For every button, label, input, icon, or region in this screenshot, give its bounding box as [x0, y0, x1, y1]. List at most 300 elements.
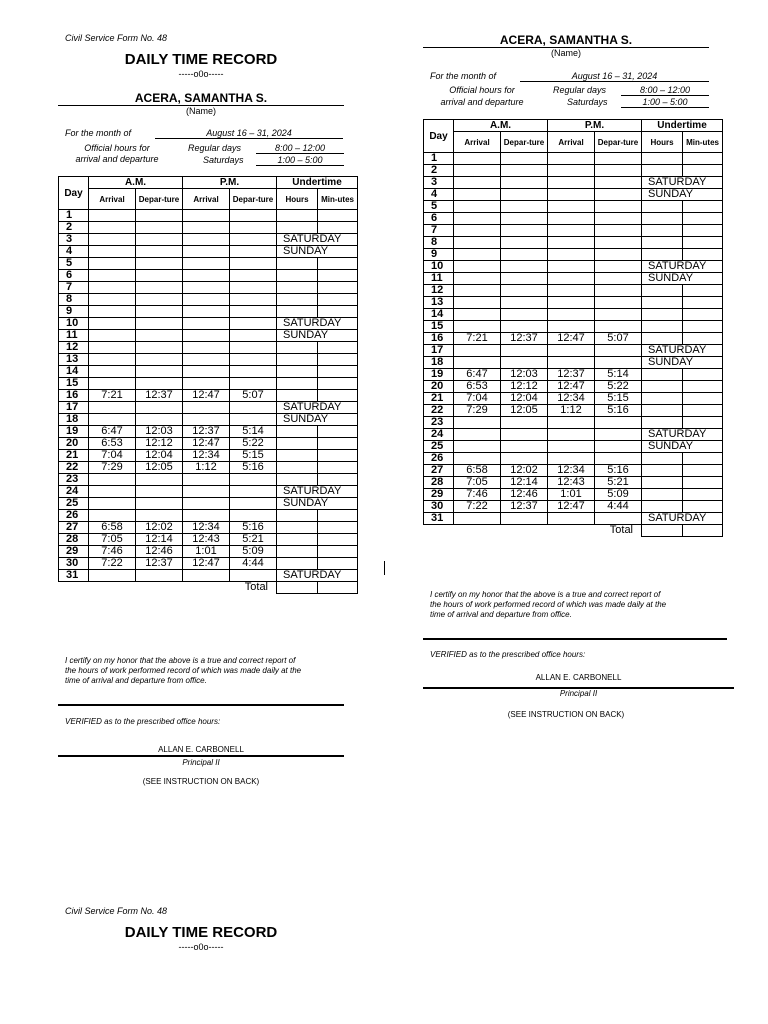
- am-departure-cell: [136, 246, 183, 258]
- month-value: August 16 – 31, 2024: [520, 71, 709, 82]
- undertime-hours-cell: [277, 438, 318, 450]
- am-departure-cell: 12:12: [136, 438, 183, 450]
- table-row: [59, 258, 358, 270]
- am-departure-cell: 12:05: [501, 405, 548, 417]
- am-departure-cell: 12:37: [136, 558, 183, 570]
- table-row: [424, 309, 723, 321]
- am-departure-cell: [501, 177, 548, 189]
- undertime-hours-cell: [642, 405, 683, 417]
- undertime-header: Undertime: [642, 120, 723, 132]
- am-departure-cell: 12:14: [136, 534, 183, 546]
- undertime-note-cell: SATURDAY: [642, 345, 723, 357]
- table-row: [59, 318, 358, 330]
- form-title: DAILY TIME RECORD: [124, 51, 278, 68]
- pm-arrival-cell: [548, 357, 595, 369]
- undertime-minutes-cell: [683, 453, 723, 465]
- undertime-hours-cell: [277, 210, 318, 222]
- am-arrival-cell: [454, 417, 501, 429]
- undertime-minutes-cell: [683, 477, 723, 489]
- day-cell: 8: [424, 237, 454, 249]
- table-row: [59, 246, 358, 258]
- undertime-minutes-cell: [318, 378, 358, 390]
- pm-arrival-cell: [183, 222, 230, 234]
- table-row: [59, 390, 358, 402]
- undertime-note-cell: SATURDAY: [642, 513, 723, 525]
- table-row: [59, 270, 358, 282]
- pm-arrival-cell: [548, 189, 595, 201]
- undertime-minutes-cell: [683, 417, 723, 429]
- am-arrival-cell: [454, 429, 501, 441]
- table-row: [424, 297, 723, 309]
- day-cell: 6: [424, 213, 454, 225]
- am-departure-cell: [501, 201, 548, 213]
- principal-name: ALLAN E. CARBONELL: [535, 673, 622, 682]
- undertime-hours-cell: [642, 201, 683, 213]
- am-departure-cell: [136, 414, 183, 426]
- month-label: For the month of: [430, 71, 497, 81]
- pm-header: P.M.: [548, 120, 642, 132]
- am-arrival-cell: [89, 414, 136, 426]
- pm-departure-cell: [230, 402, 277, 414]
- am-departure-cell: 12:14: [501, 477, 548, 489]
- pm-arrival-cell: [548, 201, 595, 213]
- pm-departure-cell: [230, 318, 277, 330]
- am-departure-cell: 12:05: [136, 462, 183, 474]
- am-departure-cell: [501, 429, 548, 441]
- table-row: [59, 474, 358, 486]
- table-row: [59, 522, 358, 534]
- undertime-hours-cell: [642, 501, 683, 513]
- am-arrival-cell: [454, 297, 501, 309]
- pm-arrival-cell: [183, 246, 230, 258]
- am-arrival-cell: 6:47: [454, 369, 501, 381]
- time-record-table: [423, 119, 723, 537]
- undertime-hours-cell: [642, 477, 683, 489]
- am-arrival-cell: 7:22: [89, 558, 136, 570]
- table-row: [424, 477, 723, 489]
- pm-departure-cell: [595, 513, 642, 525]
- am-arrival-cell: 7:05: [454, 477, 501, 489]
- am-arrival-cell: 7:04: [89, 450, 136, 462]
- undertime-minutes-cell: [683, 393, 723, 405]
- total-minutes: [683, 525, 723, 537]
- undertime-hours-cell: [277, 558, 318, 570]
- am-departure-cell: [501, 153, 548, 165]
- pm-departure-cell: [230, 222, 277, 234]
- day-cell: 17: [424, 345, 454, 357]
- table-row: [59, 378, 358, 390]
- pm-departure-cell: [230, 282, 277, 294]
- pm-departure-cell: [230, 330, 277, 342]
- am-arrival-cell: [89, 402, 136, 414]
- undertime-minutes-cell: [318, 366, 358, 378]
- pm-departure-header: Depar-ture: [595, 132, 642, 153]
- undertime-note-cell: SATURDAY: [277, 318, 358, 330]
- month-value: August 16 – 31, 2024: [155, 128, 343, 139]
- am-departure-cell: 12:03: [136, 426, 183, 438]
- table-row: [424, 513, 723, 525]
- undertime-hours-cell: [642, 165, 683, 177]
- table-row: [424, 429, 723, 441]
- am-departure-cell: [136, 294, 183, 306]
- am-departure-cell: [501, 357, 548, 369]
- pm-arrival-cell: [183, 318, 230, 330]
- table-row: [424, 261, 723, 273]
- pm-departure-cell: [230, 378, 277, 390]
- undertime-hours-cell: [277, 258, 318, 270]
- saturdays-value: 1:00 – 5:00: [621, 97, 709, 108]
- day-cell: 18: [424, 357, 454, 369]
- pm-departure-cell: [230, 474, 277, 486]
- am-departure-cell: 12:37: [501, 333, 548, 345]
- am-departure-cell: [136, 354, 183, 366]
- day-cell: 19: [59, 426, 89, 438]
- total-hours: [642, 525, 683, 537]
- pm-departure-cell: [595, 417, 642, 429]
- day-cell: 10: [59, 318, 89, 330]
- day-header: Day: [424, 120, 454, 153]
- day-cell: 5: [424, 201, 454, 213]
- am-arrival-cell: [89, 330, 136, 342]
- day-cell: 30: [424, 501, 454, 513]
- pm-arrival-cell: [183, 234, 230, 246]
- am-departure-cell: [501, 321, 548, 333]
- am-arrival-cell: 7:29: [89, 462, 136, 474]
- undertime-note-cell: SUNDAY: [642, 357, 723, 369]
- am-arrival-cell: [89, 366, 136, 378]
- am-departure-cell: [501, 189, 548, 201]
- title-separator: -----o0o-----: [178, 942, 224, 952]
- am-departure-cell: [501, 513, 548, 525]
- am-arrival-cell: 7:05: [89, 534, 136, 546]
- month-label: For the month of: [65, 128, 132, 138]
- pm-arrival-cell: [183, 402, 230, 414]
- day-cell: 27: [59, 522, 89, 534]
- am-arrival-cell: 6:53: [454, 381, 501, 393]
- am-departure-cell: 12:37: [136, 390, 183, 402]
- certification-line-3: time of arrival and departure from office.: [430, 610, 572, 619]
- am-departure-cell: [501, 273, 548, 285]
- undertime-minutes-cell: [683, 201, 723, 213]
- am-departure-cell: [501, 285, 548, 297]
- undertime-minutes-cell: [683, 321, 723, 333]
- pm-arrival-cell: 12:34: [548, 393, 595, 405]
- am-departure-cell: [136, 318, 183, 330]
- day-cell: 15: [424, 321, 454, 333]
- pm-departure-cell: [595, 189, 642, 201]
- day-cell: 11: [424, 273, 454, 285]
- am-departure-cell: [136, 342, 183, 354]
- certification-line-1: I certify on my honor that the above is a true and correct report of: [65, 656, 296, 665]
- pm-departure-cell: [595, 201, 642, 213]
- am-departure-cell: [136, 474, 183, 486]
- day-cell: 23: [59, 474, 89, 486]
- table-row: [59, 414, 358, 426]
- undertime-note-cell: SUNDAY: [277, 330, 358, 342]
- table-row: [424, 237, 723, 249]
- am-arrival-header: Arrival: [89, 189, 136, 210]
- time-record-table: [58, 176, 358, 594]
- table-row: [424, 165, 723, 177]
- undertime-minutes-cell: [683, 237, 723, 249]
- undertime-minutes-cell: [683, 153, 723, 165]
- pm-arrival-cell: 1:12: [183, 462, 230, 474]
- pm-arrival-cell: 12:47: [183, 390, 230, 402]
- am-arrival-cell: [454, 441, 501, 453]
- day-cell: 13: [424, 297, 454, 309]
- pm-arrival-cell: 12:47: [183, 438, 230, 450]
- undertime-hours-cell: [277, 342, 318, 354]
- am-arrival-cell: [454, 225, 501, 237]
- pm-departure-cell: [595, 285, 642, 297]
- table-row: [59, 210, 358, 222]
- pm-arrival-cell: 12:34: [183, 450, 230, 462]
- undertime-minutes-cell: [683, 165, 723, 177]
- undertime-minutes-cell: [683, 381, 723, 393]
- pm-departure-cell: [595, 165, 642, 177]
- undertime-note-cell: SATURDAY: [642, 429, 723, 441]
- undertime-hours-cell: [277, 306, 318, 318]
- undertime-minutes-cell: [318, 390, 358, 402]
- day-cell: 20: [424, 381, 454, 393]
- pm-departure-cell: [595, 249, 642, 261]
- verified-text: VERIFIED as to the prescribed office hours:: [65, 717, 221, 726]
- am-departure-cell: [136, 234, 183, 246]
- pm-arrival-cell: [548, 273, 595, 285]
- am-departure-cell: 12:02: [501, 465, 548, 477]
- pm-arrival-cell: [183, 306, 230, 318]
- undertime-hours-cell: [642, 489, 683, 501]
- principal-title: Principal II: [559, 689, 598, 698]
- regular-days-value: 8:00 – 12:00: [256, 143, 344, 154]
- am-departure-cell: [136, 258, 183, 270]
- minutes-header: Min-utes: [683, 132, 723, 153]
- undertime-hours-cell: [277, 474, 318, 486]
- pm-departure-cell: 5:07: [595, 333, 642, 345]
- pm-departure-cell: [595, 225, 642, 237]
- pm-arrival-cell: [548, 177, 595, 189]
- pm-arrival-cell: 1:12: [548, 405, 595, 417]
- undertime-minutes-cell: [318, 282, 358, 294]
- table-row: [59, 462, 358, 474]
- table-row: [424, 333, 723, 345]
- undertime-note-cell: SATURDAY: [277, 234, 358, 246]
- undertime-minutes-cell: [318, 546, 358, 558]
- day-cell: 29: [424, 489, 454, 501]
- undertime-hours-cell: [277, 522, 318, 534]
- undertime-note-cell: SATURDAY: [642, 261, 723, 273]
- undertime-minutes-cell: [318, 558, 358, 570]
- pm-departure-cell: [230, 354, 277, 366]
- pm-departure-cell: [595, 321, 642, 333]
- table-row: [59, 426, 358, 438]
- undertime-hours-cell: [277, 366, 318, 378]
- am-departure-cell: [136, 510, 183, 522]
- pm-arrival-cell: [548, 225, 595, 237]
- am-departure-cell: [501, 237, 548, 249]
- table-row: [59, 234, 358, 246]
- day-cell: 16: [59, 390, 89, 402]
- form-number: Civil Service Form No. 48: [65, 906, 168, 916]
- am-departure-cell: [136, 498, 183, 510]
- pm-departure-cell: [230, 234, 277, 246]
- am-arrival-cell: 6:47: [89, 426, 136, 438]
- day-cell: 28: [424, 477, 454, 489]
- am-departure-cell: [136, 282, 183, 294]
- table-row: [59, 546, 358, 558]
- day-cell: 29: [59, 546, 89, 558]
- pm-arrival-cell: [183, 282, 230, 294]
- pm-arrival-cell: [548, 453, 595, 465]
- undertime-hours-cell: [277, 378, 318, 390]
- undertime-minutes-cell: [683, 309, 723, 321]
- day-cell: 3: [424, 177, 454, 189]
- pm-departure-cell: [230, 510, 277, 522]
- day-cell: 9: [59, 306, 89, 318]
- signature-line: [423, 638, 727, 640]
- undertime-note-cell: SUNDAY: [642, 189, 723, 201]
- pm-departure-cell: [595, 213, 642, 225]
- undertime-minutes-cell: [318, 270, 358, 282]
- day-cell: 4: [59, 246, 89, 258]
- undertime-minutes-cell: [683, 369, 723, 381]
- official-hours-label: Official hours for: [449, 85, 515, 95]
- undertime-hours-cell: [642, 453, 683, 465]
- am-arrival-cell: 7:04: [454, 393, 501, 405]
- table-row: [424, 405, 723, 417]
- am-arrival-cell: [89, 222, 136, 234]
- am-arrival-cell: 6:58: [89, 522, 136, 534]
- pm-departure-cell: [595, 429, 642, 441]
- undertime-minutes-cell: [683, 333, 723, 345]
- pm-departure-cell: [595, 153, 642, 165]
- pm-arrival-cell: [183, 366, 230, 378]
- pm-arrival-cell: [548, 165, 595, 177]
- pm-arrival-cell: 12:47: [548, 501, 595, 513]
- am-arrival-cell: [89, 234, 136, 246]
- undertime-hours-cell: [277, 462, 318, 474]
- pm-departure-cell: [230, 498, 277, 510]
- employee-name: ACERA, SAMANTHA S.: [423, 33, 709, 48]
- total-label: Total: [59, 582, 277, 594]
- day-cell: 15: [59, 378, 89, 390]
- pm-departure-cell: 5:15: [230, 450, 277, 462]
- certification-line-1: I certify on my honor that the above is a true and correct report of: [430, 590, 661, 599]
- am-arrival-cell: [454, 153, 501, 165]
- pm-departure-cell: [595, 237, 642, 249]
- form-title: DAILY TIME RECORD: [124, 924, 278, 941]
- am-arrival-cell: [89, 510, 136, 522]
- table-row: [59, 354, 358, 366]
- am-departure-cell: 12:04: [501, 393, 548, 405]
- table-row: [424, 201, 723, 213]
- day-cell: 31: [59, 570, 89, 582]
- day-cell: 31: [424, 513, 454, 525]
- undertime-minutes-cell: [683, 501, 723, 513]
- pm-departure-cell: 5:14: [595, 369, 642, 381]
- am-arrival-header: Arrival: [454, 132, 501, 153]
- undertime-minutes-cell: [683, 405, 723, 417]
- pm-departure-cell: 5:07: [230, 390, 277, 402]
- table-row: [59, 342, 358, 354]
- day-cell: 24: [59, 486, 89, 498]
- undertime-minutes-cell: [318, 294, 358, 306]
- am-arrival-cell: [89, 282, 136, 294]
- undertime-hours-cell: [642, 393, 683, 405]
- day-cell: 18: [59, 414, 89, 426]
- table-row: [59, 450, 358, 462]
- undertime-minutes-cell: [683, 285, 723, 297]
- am-arrival-cell: 7:46: [454, 489, 501, 501]
- pm-arrival-cell: 1:01: [548, 489, 595, 501]
- day-cell: 14: [59, 366, 89, 378]
- day-cell: 10: [424, 261, 454, 273]
- undertime-hours-cell: [642, 249, 683, 261]
- am-departure-cell: 12:46: [501, 489, 548, 501]
- am-arrival-cell: [89, 294, 136, 306]
- undertime-hours-cell: [277, 534, 318, 546]
- day-cell: 4: [424, 189, 454, 201]
- pm-departure-cell: [230, 486, 277, 498]
- hours-header: Hours: [642, 132, 683, 153]
- undertime-minutes-cell: [318, 474, 358, 486]
- pm-arrival-cell: [183, 474, 230, 486]
- undertime-hours-cell: [642, 381, 683, 393]
- pm-departure-cell: 5:16: [595, 465, 642, 477]
- pm-arrival-cell: [548, 153, 595, 165]
- day-cell: 25: [59, 498, 89, 510]
- table-row: [424, 249, 723, 261]
- table-row: [59, 366, 358, 378]
- am-departure-cell: [136, 306, 183, 318]
- pm-departure-cell: [230, 246, 277, 258]
- pm-arrival-cell: [183, 354, 230, 366]
- am-departure-cell: 12:37: [501, 501, 548, 513]
- pm-arrival-cell: [548, 309, 595, 321]
- pm-arrival-cell: 12:47: [548, 381, 595, 393]
- day-cell: 11: [59, 330, 89, 342]
- pm-arrival-cell: 12:43: [548, 477, 595, 489]
- pm-header: P.M.: [183, 177, 277, 189]
- am-arrival-cell: [454, 201, 501, 213]
- am-departure-cell: [501, 309, 548, 321]
- undertime-note-cell: SUNDAY: [277, 246, 358, 258]
- pm-arrival-cell: [548, 297, 595, 309]
- see-instruction: (SEE INSTRUCTION ON BACK): [142, 777, 260, 786]
- undertime-minutes-cell: [318, 306, 358, 318]
- day-cell: 16: [424, 333, 454, 345]
- undertime-minutes-cell: [683, 465, 723, 477]
- undertime-hours-cell: [642, 153, 683, 165]
- undertime-hours-cell: [277, 270, 318, 282]
- pm-arrival-cell: 12:34: [548, 465, 595, 477]
- see-instruction: (SEE INSTRUCTION ON BACK): [507, 710, 625, 719]
- undertime-hours-cell: [277, 390, 318, 402]
- am-departure-cell: 12:12: [501, 381, 548, 393]
- am-arrival-cell: [89, 246, 136, 258]
- table-row: [424, 381, 723, 393]
- undertime-hours-cell: [277, 222, 318, 234]
- day-cell: 19: [424, 369, 454, 381]
- am-arrival-cell: [454, 357, 501, 369]
- table-row: [424, 153, 723, 165]
- total-label: Total: [424, 525, 642, 537]
- undertime-minutes-cell: [318, 510, 358, 522]
- table-row: [424, 453, 723, 465]
- am-arrival-cell: 6:58: [454, 465, 501, 477]
- am-departure-cell: [501, 345, 548, 357]
- undertime-minutes-cell: [683, 489, 723, 501]
